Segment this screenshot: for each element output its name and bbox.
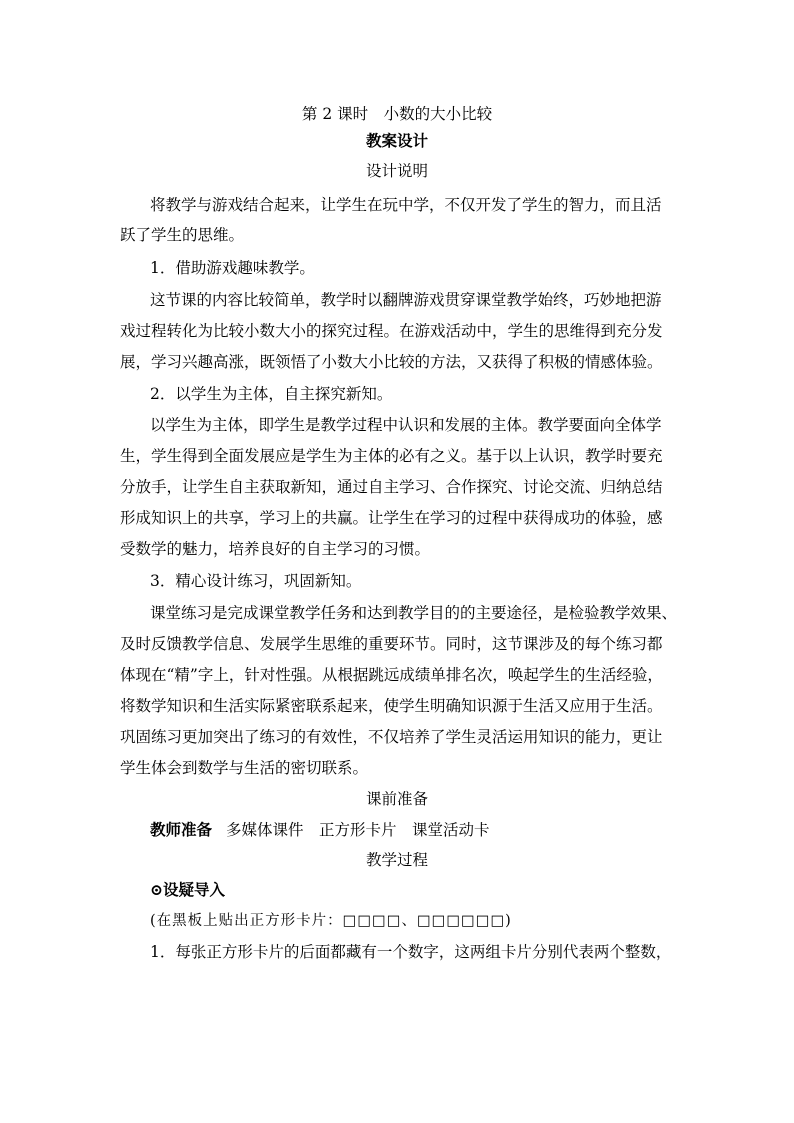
process-heading: 教学过程	[365, 851, 428, 869]
paragraph-line: 跃了学生的思维。	[120, 226, 245, 244]
point-heading-1: 1．借助游戏趣味教学。	[150, 259, 315, 277]
paragraph-line: 将教学与游戏结合起来，让学生在玩中学，不仅开发了学生的智力，而且活	[150, 196, 662, 214]
paragraph-line: 这节课的内容比较简单，教学时以翻牌游戏贯穿课堂教学始终，巧妙地把游	[150, 291, 662, 309]
preparation-items: 多媒体课件 正方形卡片 课堂活动卡	[226, 821, 490, 839]
lesson-plan-heading: 教案设计	[365, 131, 428, 150]
paragraph-line: 戏过程转化为比较小数大小的探究过程。在游戏活动中，学生的思维得到充分发	[120, 322, 663, 340]
paragraph-line: 生，学生得到全面发展应是学生为主体的必有之义。基于以上认识，教学时要充	[120, 447, 663, 465]
paragraph-line: 课堂练习是完成课堂教学任务和达到教学目的的主要途径，是检验教学效果、	[150, 604, 678, 622]
paragraph-line: 展，学习兴趣高涨，既领悟了小数大小比较的方法，又获得了积极的情感体验。	[120, 353, 663, 371]
paragraph-line: 体现在“精”字上，针对性强。从根据跳远成绩单排名次，唤起学生的生活经验，	[120, 666, 663, 684]
paragraph-line: 受数学的魅力，培养良好的自主学习的习惯。	[120, 540, 431, 558]
paragraph-line: 及时反馈教学信息、发展学生思维的重要环节。同时，这节课涉及的每个练习都	[120, 635, 663, 653]
paragraph-line: 巩固练习更加突出了练习的有效性，不仅培养了学生灵活运用知识的能力，更让	[120, 728, 663, 746]
point-heading-2: 2．以学生为主体，自主探究新知。	[150, 385, 393, 403]
paragraph-line: 学生体会到数学与生活的密切联系。	[120, 759, 369, 777]
paragraph-line: 将数学知识和生活实际紧密联系起来，使学生明确知识源于生活又应用于生活。	[120, 697, 663, 715]
preparation-label: 教师准备	[150, 820, 213, 839]
design-notes-heading: 设计说明	[365, 162, 428, 180]
paragraph-line: 分放手，让学生自主获取新知，通过自主学习、合作探究、讨论交流、归纳总结	[120, 478, 663, 496]
paragraph-line: 以学生为主体，即学生是教学过程中认识和发展的主体。教学要面向全体学	[150, 416, 662, 434]
intro-heading: ⊙设疑导入	[150, 880, 225, 899]
preparation-heading: 课前准备	[365, 790, 428, 808]
intro-note: (在黑板上贴出正方形卡片：□□□□、□□□□□□)	[150, 913, 512, 929]
preparation-row	[150, 820, 490, 840]
point-heading-3: 3．精心设计练习，巩固新知。	[150, 572, 362, 590]
lesson-title: 第 2 课时 小数的大小比较	[301, 105, 493, 123]
paragraph-line: 形成知识上的共享，学习上的共赢。让学生在学习的过程中获得成功的体验，感	[120, 509, 663, 527]
step-1: 1．每张正方形卡片的后面都藏有一个数字，这两组卡片分别代表两个整数，	[150, 943, 672, 961]
